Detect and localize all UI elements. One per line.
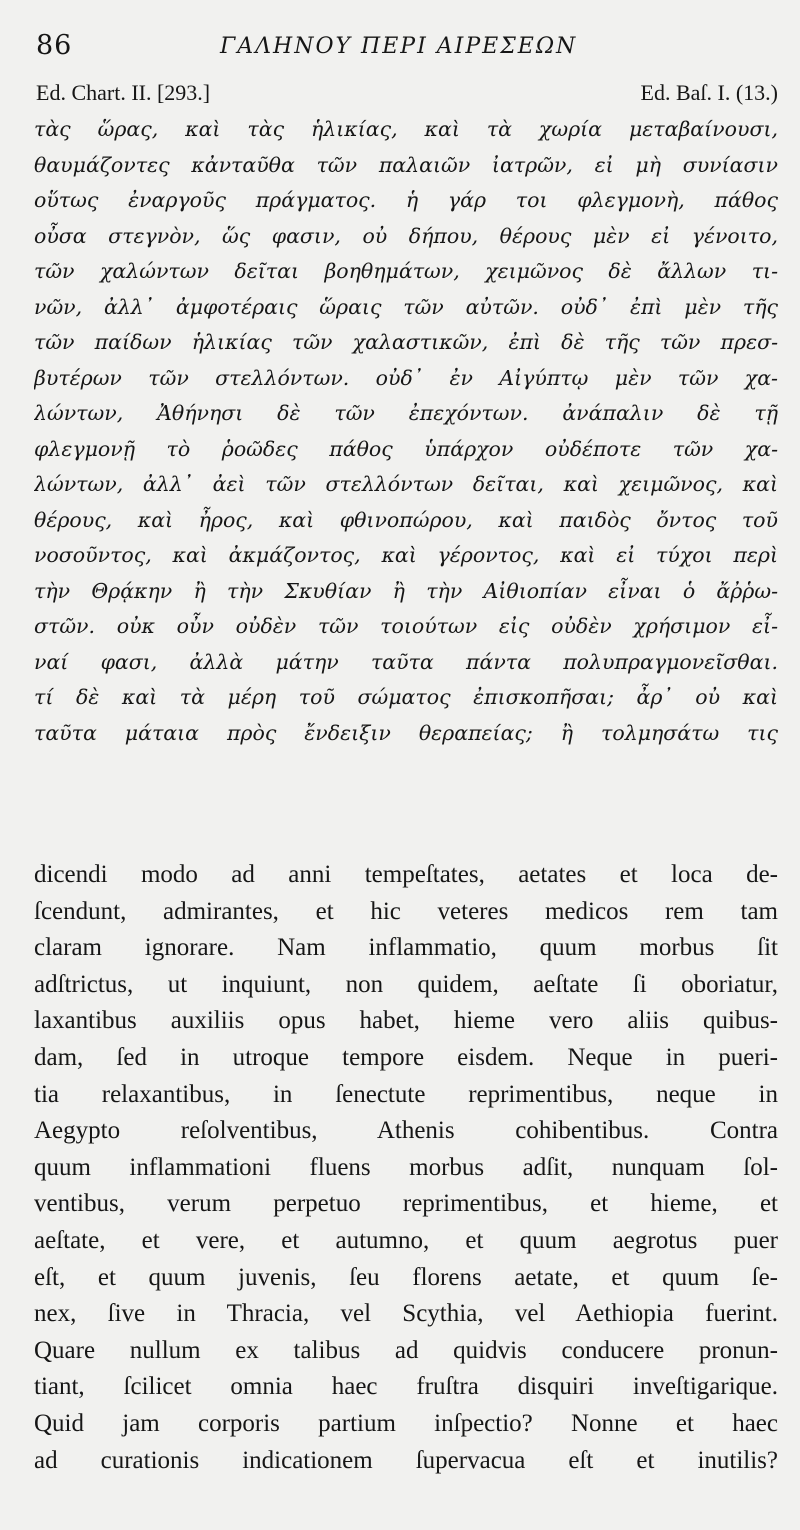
latin-text-line: adſtrictus, ut inquiunt, non quidem, aeſtate ſi oboriatur,: [34, 970, 778, 998]
greek-text-line: νοσοῦντος, καὶ ἀκμάζοντος, καὶ γέροντος, καὶ εἰ τύχοι περὶ: [34, 543, 778, 567]
latin-text-line: eſt, et quum juvenis, ſeu florens aetate, et quum ſe-: [34, 1263, 778, 1291]
latin-text-line: quum inflammationi fluens morbus adſit, nunquam ſol-: [34, 1153, 778, 1181]
latin-text-line: dam, ſed in utroque tempore eisdem. Neque in pueri-: [34, 1043, 778, 1071]
latin-text-line: tiant, ſcilicet omnia haec fruſtra disquiri inveſtigarique.: [34, 1373, 778, 1401]
greek-text-line: λώντων, ἀλλ᾽ ἀεὶ τῶν στελλόντων δεῖται, καὶ χειμῶνος, καὶ: [34, 472, 778, 496]
latin-text-line: Quare nullum ex talibus ad quidvis conducere pronun-: [34, 1336, 778, 1364]
greek-text-line: τὰς ὥρας, καὶ τὰς ἡλικίας, καὶ τὰ χωρία μεταβαίνουσι,: [34, 117, 778, 141]
latin-text-line: dicendi modo ad anni tempeſtates, aetates et loca de-: [34, 861, 778, 888]
greek-text-line: τῶν παίδων ἡλικίας τῶν χαλαστικῶν, ἐπὶ δὲ τῆς τῶν πρεσ-: [34, 330, 778, 354]
greek-text-line: στῶν. οὐκ οὖν οὐδὲν τῶν τοιούτων εἰς οὐδὲν χρήσιμον εἶ-: [34, 614, 778, 638]
latin-text-line: nex, ſive in Thracia, vel Scythia, vel Aethiopia fuerint.: [34, 1300, 778, 1328]
greek-text-line: τὴν Θρᾴκην ἢ τὴν Σκυθίαν ἢ τὴν Αἰθιοπίαν εἶναι ὁ ἄῤῥω-: [34, 578, 778, 603]
greek-text-line: οὖσα στεγνὸν, ὥς φασιν, οὐ δήπου, θέρους μὲν εἰ γένοιτο,: [34, 223, 778, 248]
greek-text-line: βυτέρων τῶν στελλόντων. οὐδ᾽ ἐν Αἰγύπτῳ μὲν τῶν χα-: [34, 365, 778, 390]
greek-text-line: νῶν, ἀλλ᾽ ἀμφοτέραις ὥραις τῶν αὐτῶν. οὐδ᾽ ἐπὶ μὲν τῆς: [34, 294, 778, 319]
latin-text-line: Aegypto reſolventibus, Athenis cohibentibus. Contra: [34, 1117, 778, 1145]
greek-text-line: τῶν χαλώντων δεῖται βοηθημάτων, χειμῶνος δὲ ἄλλων τι-: [34, 259, 778, 283]
latin-text-line: claram ignorare. Nam inflammatio, quum morbus ſit: [34, 934, 778, 962]
greek-text-line: θαυμάζοντες κἀνταῦθα τῶν παλαιῶν ἰατρῶν, εἰ μὴ συνίασιν: [34, 152, 778, 177]
greek-text-line: ταῦτα μάταια πρὸς ἔνδειξιν θεραπείας; ἢ τολμησάτω τις: [34, 720, 778, 745]
latin-text-line: ſcendunt, admirantes, et hic veteres medicos rem tam: [34, 897, 778, 925]
running-title: ΓΑΛΗΝΟΥ ΠΕΡΙ ΑΙΡΕΣΕΩΝ: [220, 34, 578, 59]
latin-text-line: ventibus, verum perpetuo reprimentibus, et hieme, et: [34, 1190, 778, 1218]
edition-reference-line: [34, 80, 778, 110]
greek-text-line: φλεγμονῇ τὸ ῥοῶδες πάθος ὑπάρχον οὐδέποτε τῶν χα-: [34, 436, 778, 461]
latin-text-line: aeſtate, et vere, et autumno, et quum aegrotus puer: [34, 1226, 778, 1254]
latin-text-line: laxantibus auxiliis opus habet, hieme vero aliis quibus-: [34, 1007, 778, 1035]
greek-text-line: ναί φασι, ἀλλὰ μάτην ταῦτα πάντα πολυπραγμονεῖσθαι.: [34, 649, 778, 674]
edition-basel-ref: Ed. Baſ. I. (13.): [640, 80, 778, 105]
greek-text-line: τί δὲ καὶ τὰ μέρη τοῦ σώματος ἐπισκοπῆσαι; ἆρ᾽ οὐ καὶ: [34, 685, 778, 709]
latin-text-line: tia relaxantibus, in ſenectute reprimentibus, neque in: [34, 1080, 778, 1108]
page-number: 86: [36, 30, 73, 61]
greek-text-line: οὕτως ἐναργοῦς πράγματος. ἡ γάρ τοι φλεγμονὴ, πάθος: [34, 188, 778, 212]
latin-text-line: ad curationis indicationem ſupervacua eſt et inutilis?: [34, 1446, 778, 1474]
greek-text-line: λώντων, Ἀθήνησι δὲ τῶν ἐπεχόντων. ἀνάπαλιν δὲ τῇ: [34, 401, 778, 425]
page-header: [34, 28, 778, 68]
edition-chartier-ref: Ed. Chart. II. [293.]: [36, 80, 211, 105]
latin-text-line: Quid jam corporis partium inſpectio? Nonne et haec: [34, 1409, 778, 1437]
greek-text-block: [34, 112, 778, 751]
greek-text-line: θέρους, καὶ ἦρος, καὶ φθινοπώρου, καὶ παιδὸς ὄντος τοῦ: [34, 507, 778, 532]
latin-text-block: [34, 857, 778, 1479]
